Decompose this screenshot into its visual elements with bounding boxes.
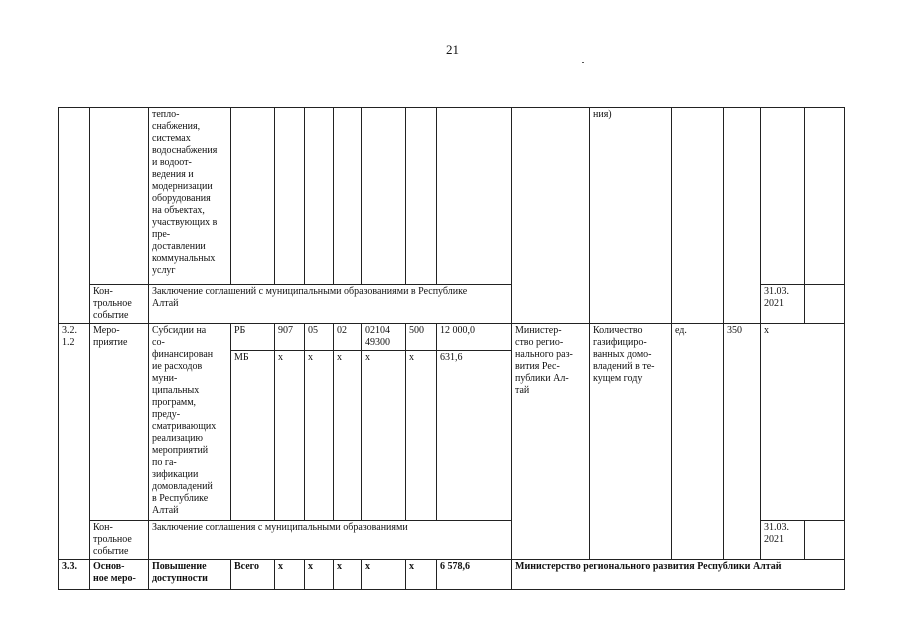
csr-value: 02104 49300 (365, 325, 390, 348)
value-cell (724, 108, 761, 324)
amount-cell: 631,6 (437, 351, 512, 521)
row-number: 3.2. 1.2 (62, 325, 77, 348)
indicator-text: ния) (593, 109, 612, 120)
control-label (90, 285, 149, 324)
description-text: тепло- снабжения, системах водоснабжения и водоот- ведения и модернизации оборудования на объектах, участвующих в пре- доставлении коммунальных услуг (152, 109, 218, 276)
table-row (59, 108, 845, 285)
program-table (58, 107, 845, 590)
control-text-value: Заключение соглашения с муниципальными образованиями (152, 522, 408, 533)
scan-speck (582, 62, 584, 63)
date-cell (761, 108, 805, 285)
control-date-value: 31.03. 2021 (764, 286, 789, 309)
amount-cell: 12 000,0 (437, 324, 512, 351)
control-date (761, 285, 805, 324)
pr-cell: х (334, 351, 362, 521)
extra-cell (805, 285, 845, 324)
control-date (761, 521, 805, 560)
executor-cell (512, 108, 590, 324)
unit-cell (672, 108, 724, 324)
csr-cell: х (362, 351, 406, 521)
table-row (59, 324, 845, 351)
number-cell (59, 108, 90, 285)
source-cell: Всего (231, 560, 275, 590)
number-cell: 3.3. (59, 560, 90, 590)
unit-cell: ед. (672, 324, 724, 560)
control-label-text: Кон- трольное событие (93, 286, 132, 321)
pr-cell: 02 (334, 324, 362, 351)
csr-cell: х (362, 560, 406, 590)
value-cell: 350 (724, 324, 761, 560)
rz-cell: 05 (305, 324, 334, 351)
vr-cell: х (406, 560, 437, 590)
grbs-cell: х (275, 560, 305, 590)
indicator-cell (590, 324, 672, 560)
row-description: Субсидии на со- финансирован ие расходов муни- ципальных программ, преду- сматривающих реализацию мероприятий по га- зификации домовладений в Республике Алтай (152, 325, 217, 516)
grbs-cell: х (275, 351, 305, 521)
pr-cell (334, 108, 362, 285)
rz-cell: х (305, 351, 334, 521)
type-cell (90, 108, 149, 285)
source-cell: МБ (231, 351, 275, 521)
type-cell (90, 560, 149, 590)
grbs-cell (275, 108, 305, 285)
grbs-cell: 907 (275, 324, 305, 351)
number-cell (59, 324, 90, 560)
control-text (149, 285, 512, 324)
executor-text: Министер- ство регио- нального раз- вития Рес- публики Ал- тай (515, 325, 573, 396)
type-cell (90, 324, 149, 521)
source-cell: РБ (231, 324, 275, 351)
csr-cell (362, 108, 406, 285)
description-cell (149, 324, 231, 521)
mark-cell: х (761, 324, 845, 521)
description-cell (149, 108, 231, 285)
source-cell (231, 108, 275, 285)
vr-cell (406, 108, 437, 285)
indicator-text: Количество газифициро- ванных домо- владений в те- кущем году (593, 325, 655, 384)
description-cell (149, 560, 231, 590)
page-number: 21 (446, 42, 459, 57)
executor-cell: Министерство регионального развития Республики Алтай (512, 560, 845, 590)
amount-cell (437, 108, 512, 285)
table-row (59, 560, 845, 590)
extra-cell (805, 521, 845, 560)
row-description: Повышение доступности (152, 561, 208, 584)
control-label (90, 521, 149, 560)
extra-cell (805, 108, 845, 285)
control-text-value: Заключение соглашений с муниципальными образованиями в Республике Алтай (152, 286, 468, 309)
control-label-text: Кон- трольное событие (93, 522, 132, 557)
executor-cell (512, 324, 590, 560)
rz-cell: х (305, 560, 334, 590)
csr-cell (362, 324, 406, 351)
row-type: Меро- приятие (93, 325, 128, 348)
pr-cell: х (334, 560, 362, 590)
vr-cell: х (406, 351, 437, 521)
amount-cell: 6 578,6 (437, 560, 512, 590)
control-date-value: 31.03. 2021 (764, 522, 789, 545)
rz-cell (305, 108, 334, 285)
number-cell (59, 285, 90, 324)
control-text (149, 521, 512, 560)
row-type: Основ- ное меро- (93, 561, 136, 584)
vr-cell: 500 (406, 324, 437, 351)
indicator-cell (590, 108, 672, 324)
